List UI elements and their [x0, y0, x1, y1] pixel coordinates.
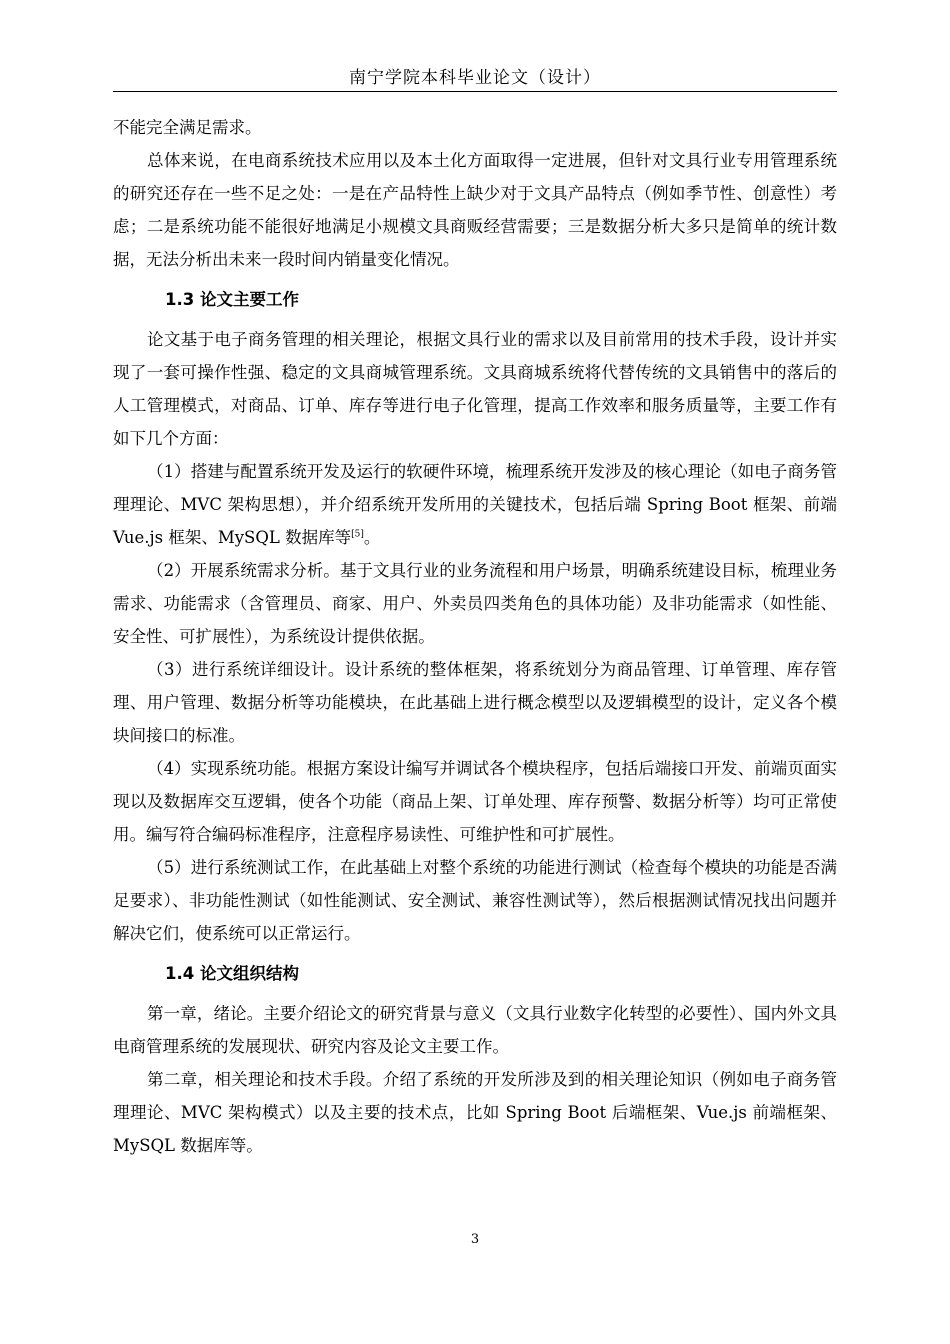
header-rule — [113, 91, 837, 92]
paragraph: 总体来说，在电商系统技术应用以及本土化方面取得一定进展，但针对文具行业专用管理系统的研究还存在一些不足之处：一是在产品特性上缺少对于文具产品特点（例如季节性、创意性）考虑；二是系统功能不能很好地满足小规模文具商贩经营需要；三是数据分析大多只是简单的统计数据，无法分析出未来一段时间内销量变化情况。 — [113, 151, 837, 269]
running-header: 南宁学院本科毕业论文（设计） — [349, 68, 601, 88]
paragraph: 论文基于电子商务管理的相关理论，根据文具行业的需求以及目前常用的技术手段，设计并实现了一套可操作性强、稳定的文具商城管理系统。文具商城系统将代替传统的文具销售中的落后的人工管理模式，对商品、订单、库存等进行电子化管理，提高工作效率和服务质量等，主要工作有如下几个方面： — [113, 330, 837, 448]
section-heading-1-4: 1.4 论文组织结构 — [165, 964, 299, 983]
paragraph: 不能完全满足需求。 — [113, 118, 262, 137]
work-item-3: （3）进行系统详细设计。设计系统的整体框架，将系统划分为商品管理、订单管理、库存管理、用户管理、数据分析等功能模块，在此基础上进行概念模型以及逻辑模型的设计，定义各个模块间接口的标准。 — [113, 660, 837, 745]
citation-ref: [5] — [351, 529, 364, 540]
work-item-4: （4）实现系统功能。根据方案设计编写并调试各个模块程序，包括后端接口开发、前端页面实现以及数据库交互逻辑，使各个功能（商品上架、订单处理、库存预警、数据分析等）均可正常使用。编写符合编码标准程序，注意程序易读性、可维护性和可扩展性。 — [113, 759, 837, 844]
page-body — [113, 111, 837, 1162]
work-item-5: （5）进行系统测试工作，在此基础上对整个系统的功能进行测试（检查每个模块的功能是否满足要求）、非功能性测试（如性能测试、安全测试、兼容性测试等），然后根据测试情况找出问题并解决它们，使系统可以正常运行。 — [113, 858, 837, 943]
work-item-1 — [113, 455, 837, 554]
work-item-end: 。 — [363, 528, 381, 547]
work-item-text: （1）搭建与配置系统开发及运行的软硬件环境，梳理系统开发涉及的核心理论（如电子商务管理理论、MVC 架构思想），并介绍系统开发所用的关键技术，包括后端 Spring Boot 框架、前端 Vue.js 框架、MySQL 数据库等 — [113, 462, 837, 547]
page-number: 3 — [470, 1232, 480, 1247]
chapter-summary-1: 第一章，绪论。主要介绍论文的研究背景与意义（文具行业数字化转型的必要性）、国内外文具电商管理系统的发展现状、研究内容及论文主要工作。 — [113, 1004, 837, 1056]
chapter-summary-2: 第二章，相关理论和技术手段。介绍了系统的开发所涉及到的相关理论知识（例如电子商务管理理论、MVC 架构模式）以及主要的技术点，比如 Spring Boot 后端框架、Vue.js 前端框架、MySQL 数据库等。 — [113, 1070, 837, 1155]
section-heading-1-3: 1.3 论文主要工作 — [165, 290, 299, 309]
work-item-2: （2）开展系统需求分析。基于文具行业的业务流程和用户场景，明确系统建设目标，梳理业务需求、功能需求（含管理员、商家、用户、外卖员四类角色的具体功能）及非功能需求（如性能、安全性、可扩展性），为系统设计提供依据。 — [113, 561, 837, 646]
